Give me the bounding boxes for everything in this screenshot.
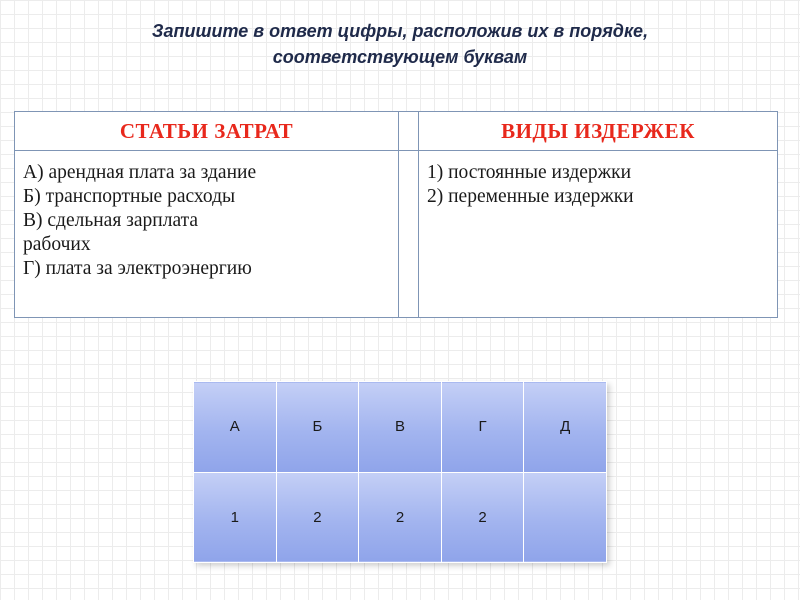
- answer-letter-cell: Б: [276, 382, 359, 473]
- answer-letter-cell: В: [359, 382, 442, 473]
- cost-item-continuation: рабочих: [23, 234, 91, 255]
- cost-types-cell: [419, 151, 778, 318]
- answer-letter-cell: А: [194, 382, 277, 473]
- answer-letters-row: [194, 382, 607, 473]
- cost-item: В) сдельная зарплата: [23, 210, 199, 231]
- header-cost-types: ВИДЫ ИЗДЕРЖЕК: [419, 112, 778, 151]
- cost-types-list: [419, 161, 777, 209]
- header-cost-items: СТАТЬИ ЗАТРАТ: [15, 112, 399, 151]
- cost-type: 2) переменные издержки: [427, 186, 634, 207]
- answer-digit-cell: 1: [194, 472, 277, 563]
- cost-type: 1) постоянные издержки: [427, 162, 632, 183]
- answer-digit-cell: [524, 472, 607, 563]
- costs-table-body-row: [15, 151, 778, 318]
- title-line-2: соответствующем буквам: [272, 47, 528, 67]
- answer-letter-cell: Д: [524, 382, 607, 473]
- answer-grid: [193, 381, 607, 563]
- answer-digit-cell: 2: [359, 472, 442, 563]
- costs-table: [14, 111, 778, 318]
- cost-item: Г) плата за электроэнергию: [23, 258, 252, 279]
- answer-digit-cell: 2: [441, 472, 524, 563]
- answer-digits-row: [194, 472, 607, 563]
- slide-title: [40, 18, 760, 70]
- header-gap-cell: [399, 112, 419, 151]
- answer-letter-cell: Г: [441, 382, 524, 473]
- cost-items-list: [15, 161, 398, 281]
- cost-item: А) арендная плата за здание: [23, 162, 257, 183]
- body-gap-cell: [399, 151, 419, 318]
- answer-digit-cell: 2: [276, 472, 359, 563]
- title-line-1: Запишите в ответ цифры, расположив их в порядке,: [151, 21, 649, 41]
- cost-item: Б) транспортные расходы: [23, 186, 236, 207]
- cost-items-cell: [15, 151, 399, 318]
- costs-table-header-row: [15, 112, 778, 151]
